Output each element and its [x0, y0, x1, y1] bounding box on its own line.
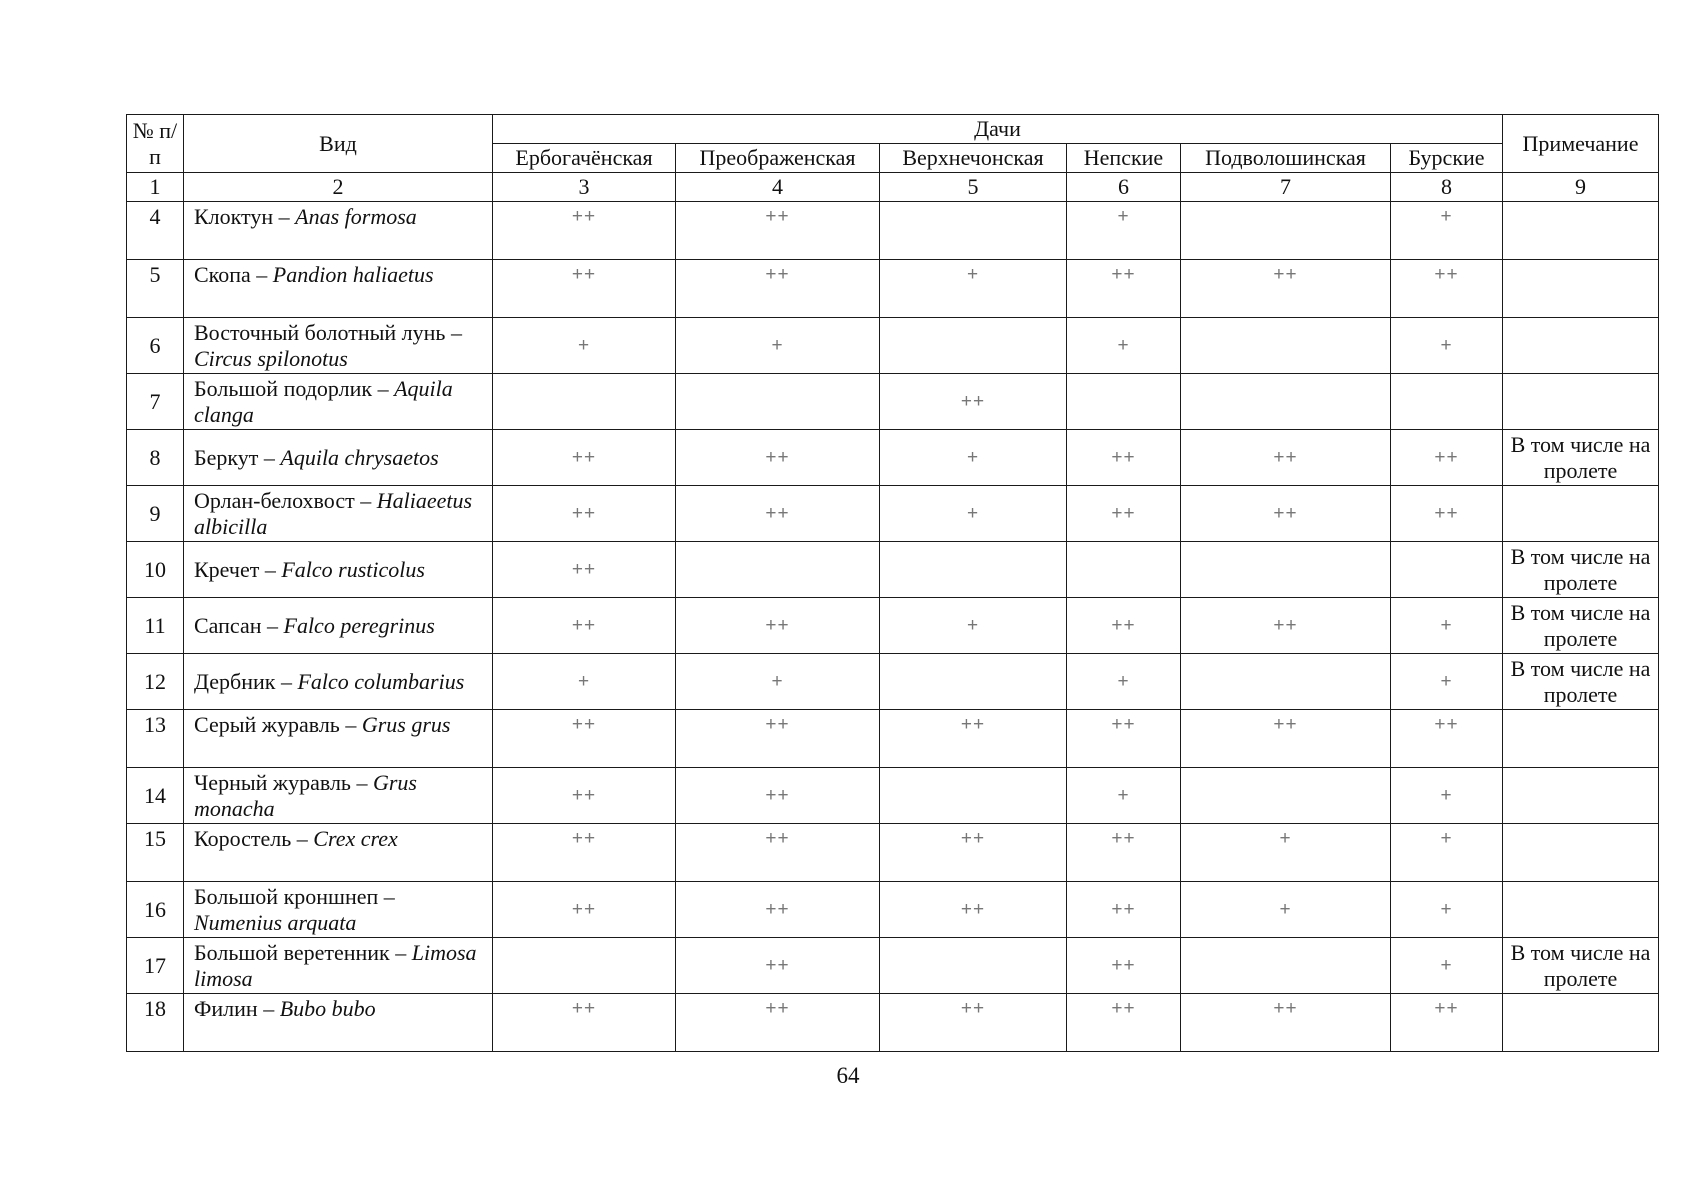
- species-latin-name: Limosa limosa: [194, 939, 477, 991]
- species-latin-name: Numenius arquata: [194, 909, 357, 935]
- species-dash: –: [259, 556, 282, 582]
- note-cell: [1503, 486, 1659, 542]
- presence-mark: +: [880, 486, 1067, 542]
- presence-mark: ++: [493, 486, 676, 542]
- species-cell: [184, 374, 493, 430]
- species-cell: [184, 202, 493, 260]
- presence-mark: [880, 938, 1067, 994]
- column-number: 8: [1391, 173, 1503, 202]
- column-number: 4: [676, 173, 880, 202]
- presence-mark: ++: [880, 374, 1067, 430]
- species-latin-name: Falco columbarius: [297, 668, 465, 694]
- presence-mark: ++: [1391, 260, 1503, 318]
- table-row: [127, 824, 1659, 882]
- column-number: 5: [880, 173, 1067, 202]
- note-cell: [1503, 768, 1659, 824]
- species-cell: [184, 318, 493, 374]
- presence-mark: [1181, 654, 1391, 710]
- presence-mark: [1181, 202, 1391, 260]
- header-num: № п/п: [127, 115, 184, 173]
- species-name: Беркут: [194, 444, 259, 470]
- presence-mark: +: [1391, 768, 1503, 824]
- note-cell: В том числе на пролете: [1503, 938, 1659, 994]
- species-dash: –: [339, 712, 362, 737]
- presence-mark: +: [493, 318, 676, 374]
- presence-mark: [493, 374, 676, 430]
- species-dash: –: [261, 612, 284, 638]
- table-row: [127, 654, 1659, 710]
- note-cell: [1503, 994, 1659, 1052]
- presence-mark: ++: [493, 430, 676, 486]
- table-row: [127, 430, 1659, 486]
- species-cell: [184, 542, 493, 598]
- presence-mark: +: [1391, 654, 1503, 710]
- presence-mark: ++: [1067, 486, 1181, 542]
- presence-mark: +: [1391, 938, 1503, 994]
- row-number: 4: [127, 202, 184, 260]
- species-dash: –: [273, 204, 296, 229]
- row-number: 14: [127, 768, 184, 824]
- presence-mark: ++: [493, 882, 676, 938]
- presence-mark: [1181, 374, 1391, 430]
- column-number-row: [127, 173, 1659, 202]
- presence-mark: ++: [1391, 430, 1503, 486]
- row-number: 7: [127, 374, 184, 430]
- note-cell: [1503, 710, 1659, 768]
- species-dash: –: [389, 939, 412, 965]
- presence-mark: ++: [1181, 430, 1391, 486]
- table-row: [127, 486, 1659, 542]
- species-name: Сапсан: [194, 612, 262, 638]
- species-name: Серый журавль: [194, 712, 340, 737]
- column-number: 1: [127, 173, 184, 202]
- species-latin-name: Falco rusticolus: [281, 556, 425, 582]
- presence-mark: [676, 374, 880, 430]
- presence-mark: ++: [676, 994, 880, 1052]
- header-dacha: Верхнечонская: [880, 144, 1067, 173]
- presence-mark: +: [880, 260, 1067, 318]
- row-number: 5: [127, 260, 184, 318]
- species-latin-name: Pandion haliaetus: [272, 262, 434, 287]
- presence-mark: [880, 542, 1067, 598]
- presence-mark: +: [676, 318, 880, 374]
- species-cell: [184, 824, 493, 882]
- presence-mark: ++: [1181, 710, 1391, 768]
- column-number: 2: [184, 173, 493, 202]
- species-name: Черный журавль: [194, 769, 351, 795]
- table-row: [127, 598, 1659, 654]
- row-number: 10: [127, 542, 184, 598]
- presence-mark: ++: [1067, 994, 1181, 1052]
- species-dash: –: [258, 444, 281, 470]
- species-name: Клоктун: [194, 204, 274, 229]
- species-dash: –: [445, 319, 462, 345]
- presence-mark: ++: [1067, 598, 1181, 654]
- presence-mark: ++: [1067, 824, 1181, 882]
- table-body: [127, 202, 1659, 1052]
- column-number: 9: [1503, 173, 1659, 202]
- presence-mark: ++: [880, 710, 1067, 768]
- presence-mark: ++: [1181, 994, 1391, 1052]
- species-name: Филин: [194, 996, 258, 1021]
- presence-mark: +: [1067, 654, 1181, 710]
- presence-mark: ++: [880, 882, 1067, 938]
- column-number: 7: [1181, 173, 1391, 202]
- species-cell: [184, 654, 493, 710]
- species-cell: [184, 260, 493, 318]
- species-latin-name: Haliaeetus albicilla: [194, 487, 473, 539]
- presence-mark: +: [880, 430, 1067, 486]
- presence-mark: ++: [676, 430, 880, 486]
- presence-mark: ++: [676, 882, 880, 938]
- column-number: 6: [1067, 173, 1181, 202]
- note-cell: [1503, 824, 1659, 882]
- presence-mark: ++: [493, 994, 676, 1052]
- row-number: 18: [127, 994, 184, 1052]
- note-cell: [1503, 202, 1659, 260]
- presence-mark: +: [1067, 202, 1181, 260]
- note-cell: В том числе на пролете: [1503, 430, 1659, 486]
- table-row: [127, 938, 1659, 994]
- species-name: Коростель: [194, 826, 292, 851]
- presence-mark: ++: [880, 994, 1067, 1052]
- species-name: Дербник: [194, 668, 276, 694]
- species-cell: [184, 486, 493, 542]
- species-cell: [184, 938, 493, 994]
- species-dash: –: [275, 668, 298, 694]
- table-row: [127, 994, 1659, 1052]
- species-table-container: [126, 114, 1658, 1052]
- species-latin-name: Bubo bubo: [279, 996, 376, 1021]
- presence-mark: ++: [1181, 486, 1391, 542]
- species-cell: [184, 994, 493, 1052]
- species-dash: –: [250, 262, 273, 287]
- presence-mark: +: [1391, 882, 1503, 938]
- presence-mark: ++: [493, 260, 676, 318]
- presence-mark: [493, 938, 676, 994]
- presence-mark: [880, 654, 1067, 710]
- presence-mark: ++: [676, 710, 880, 768]
- presence-mark: ++: [880, 824, 1067, 882]
- presence-mark: ++: [1391, 710, 1503, 768]
- table-row: [127, 318, 1659, 374]
- presence-mark: [1181, 938, 1391, 994]
- table-row: [127, 542, 1659, 598]
- note-cell: [1503, 374, 1659, 430]
- species-name: Большой веретенник: [194, 939, 390, 965]
- species-latin-name: Crex crex: [313, 826, 398, 851]
- species-cell: [184, 710, 493, 768]
- presence-mark: ++: [1181, 598, 1391, 654]
- species-dash: –: [372, 375, 395, 401]
- presence-mark: ++: [676, 202, 880, 260]
- header-dacha: Ербогачёнская: [493, 144, 676, 173]
- species-table: [126, 114, 1659, 1052]
- presence-mark: [1391, 374, 1503, 430]
- presence-mark: ++: [676, 768, 880, 824]
- presence-mark: [1391, 542, 1503, 598]
- presence-mark: ++: [1181, 260, 1391, 318]
- row-number: 12: [127, 654, 184, 710]
- species-latin-name: Grus grus: [361, 712, 451, 737]
- presence-mark: +: [676, 654, 880, 710]
- species-dash: –: [350, 769, 373, 795]
- row-number: 17: [127, 938, 184, 994]
- presence-mark: ++: [1067, 938, 1181, 994]
- header-dacha: Преображенская: [676, 144, 880, 173]
- note-cell: В том числе на пролете: [1503, 542, 1659, 598]
- presence-mark: +: [1391, 318, 1503, 374]
- presence-mark: +: [880, 598, 1067, 654]
- species-dash: –: [354, 487, 377, 513]
- species-name: Большой подорлик: [194, 375, 373, 401]
- species-dash: –: [378, 883, 395, 909]
- species-name: Орлан-белохвост: [194, 487, 355, 513]
- species-dash: –: [291, 826, 314, 851]
- species-cell: [184, 430, 493, 486]
- table-row: [127, 882, 1659, 938]
- presence-mark: ++: [493, 202, 676, 260]
- species-name: Большой кроншнеп: [194, 883, 379, 909]
- row-number: 8: [127, 430, 184, 486]
- row-number: 9: [127, 486, 184, 542]
- presence-mark: +: [1391, 202, 1503, 260]
- table-row: [127, 260, 1659, 318]
- presence-mark: +: [1181, 824, 1391, 882]
- presence-mark: +: [493, 654, 676, 710]
- presence-mark: ++: [493, 542, 676, 598]
- presence-mark: ++: [1067, 430, 1181, 486]
- row-number: 13: [127, 710, 184, 768]
- presence-mark: ++: [676, 824, 880, 882]
- species-name: Кречет: [194, 556, 260, 582]
- presence-mark: +: [1391, 598, 1503, 654]
- species-cell: [184, 882, 493, 938]
- note-cell: В том числе на пролете: [1503, 654, 1659, 710]
- presence-mark: ++: [676, 598, 880, 654]
- presence-mark: +: [1181, 882, 1391, 938]
- presence-mark: [1067, 374, 1181, 430]
- header-species: Вид: [184, 115, 493, 173]
- row-number: 16: [127, 882, 184, 938]
- table-row: [127, 768, 1659, 824]
- species-name: Скопа: [194, 262, 251, 287]
- presence-mark: +: [1391, 824, 1503, 882]
- presence-mark: [1181, 542, 1391, 598]
- header-dacha: Непские: [1067, 144, 1181, 173]
- note-cell: В том числе на пролете: [1503, 598, 1659, 654]
- species-name: Восточный болотный лунь: [194, 319, 446, 345]
- presence-mark: ++: [1391, 486, 1503, 542]
- note-cell: [1503, 882, 1659, 938]
- presence-mark: ++: [1067, 882, 1181, 938]
- presence-mark: [880, 318, 1067, 374]
- presence-mark: ++: [493, 824, 676, 882]
- header-dachi: Дачи: [493, 115, 1503, 144]
- presence-mark: [1181, 768, 1391, 824]
- presence-mark: ++: [1067, 260, 1181, 318]
- presence-mark: ++: [1067, 710, 1181, 768]
- presence-mark: ++: [493, 710, 676, 768]
- page-number: 64: [836, 1063, 860, 1088]
- presence-mark: ++: [1391, 994, 1503, 1052]
- table-row: [127, 710, 1659, 768]
- presence-mark: ++: [676, 486, 880, 542]
- row-number: 15: [127, 824, 184, 882]
- row-number: 11: [127, 598, 184, 654]
- species-latin-name: Grus monacha: [194, 769, 417, 821]
- species-cell: [184, 768, 493, 824]
- table-row: [127, 374, 1659, 430]
- presence-mark: +: [1067, 768, 1181, 824]
- presence-mark: ++: [493, 598, 676, 654]
- species-dash: –: [257, 996, 280, 1021]
- table-row: [127, 202, 1659, 260]
- species-latin-name: Circus spilonotus: [194, 345, 348, 371]
- presence-mark: [1067, 542, 1181, 598]
- table-header: [127, 115, 1659, 202]
- presence-mark: ++: [493, 768, 676, 824]
- presence-mark: ++: [676, 260, 880, 318]
- presence-mark: ++: [676, 938, 880, 994]
- column-number: 3: [493, 173, 676, 202]
- presence-mark: [676, 542, 880, 598]
- row-number: 6: [127, 318, 184, 374]
- header-note: Примечание: [1503, 115, 1659, 173]
- species-latin-name: Aquila clanga: [194, 375, 453, 427]
- presence-mark: [880, 768, 1067, 824]
- note-cell: [1503, 260, 1659, 318]
- header-dacha: Бурские: [1391, 144, 1503, 173]
- note-cell: [1503, 318, 1659, 374]
- header-dacha: Подволошинская: [1181, 144, 1391, 173]
- presence-mark: +: [1067, 318, 1181, 374]
- species-latin-name: Anas formosa: [295, 204, 417, 229]
- presence-mark: [1181, 318, 1391, 374]
- presence-mark: [880, 202, 1067, 260]
- species-latin-name: Aquila chrysaetos: [280, 444, 439, 470]
- species-latin-name: Falco peregrinus: [283, 612, 435, 638]
- species-cell: [184, 598, 493, 654]
